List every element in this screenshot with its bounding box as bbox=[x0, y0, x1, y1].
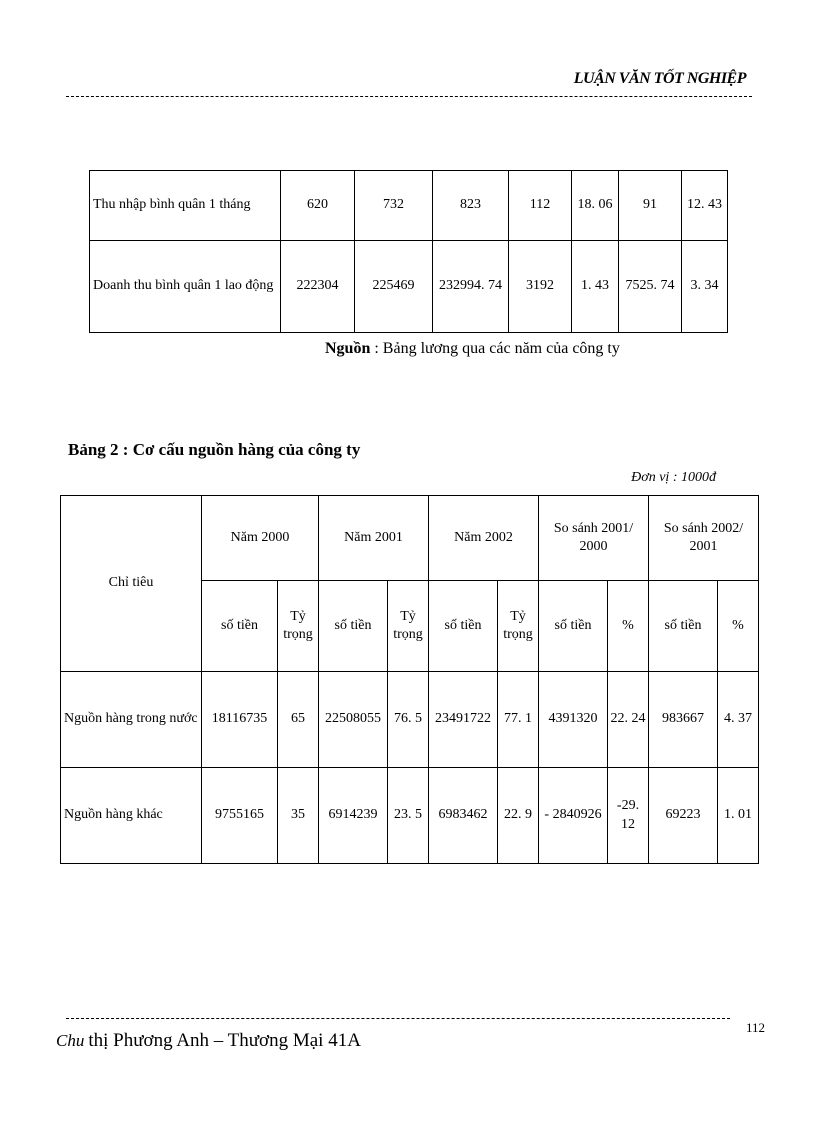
table-cell: 35 bbox=[278, 768, 319, 864]
table-cell: 4391320 bbox=[539, 672, 608, 768]
table-cell: 983667 bbox=[649, 672, 718, 768]
table-cell: - 2840926 bbox=[539, 768, 608, 864]
table-cell: 823 bbox=[433, 171, 509, 241]
table-cell: -29. 12 bbox=[608, 768, 649, 864]
table-cell: 620 bbox=[281, 171, 355, 241]
header-year-2001: Năm 2001 bbox=[319, 496, 429, 581]
table-cell: 232994. 74 bbox=[433, 241, 509, 333]
table-cell: 222304 bbox=[281, 241, 355, 333]
author-surname: Chu bbox=[56, 1031, 85, 1050]
table-cell: 732 bbox=[355, 171, 433, 241]
header-so-tien: số tiền bbox=[319, 581, 388, 672]
header-year-2000: Năm 2000 bbox=[202, 496, 319, 581]
table-cell: 69223 bbox=[649, 768, 718, 864]
header-ty-trong: Tỷ trọng bbox=[278, 581, 319, 672]
table-cell: 76. 5 bbox=[388, 672, 429, 768]
source-text: : Bảng lương qua các năm của công ty bbox=[370, 340, 620, 357]
goods-source-table bbox=[60, 495, 759, 864]
footer-author bbox=[56, 1030, 361, 1052]
table-cell: 6914239 bbox=[319, 768, 388, 864]
header-so-tien: số tiền bbox=[649, 581, 718, 672]
author-name-class: thị Phương Anh – Thương Mại 41A bbox=[88, 1030, 361, 1051]
table-cell: 112 bbox=[509, 171, 572, 241]
table-cell: 12. 43 bbox=[682, 171, 728, 241]
header-percent: % bbox=[718, 581, 759, 672]
table-cell: 6983462 bbox=[429, 768, 498, 864]
header-compare-2002: So sánh 2002/ 2001 bbox=[649, 496, 759, 581]
table-row bbox=[90, 171, 728, 241]
header-so-tien: số tiền bbox=[429, 581, 498, 672]
header-year-2002: Năm 2002 bbox=[429, 496, 539, 581]
table-row bbox=[90, 241, 728, 333]
table-cell: 18. 06 bbox=[572, 171, 619, 241]
table-cell: 1. 43 bbox=[572, 241, 619, 333]
header-ty-trong: Tỷ trọng bbox=[388, 581, 429, 672]
document-header-title: LUẬN VĂN TỐT NGHIỆP bbox=[573, 70, 746, 87]
row-label: Thu nhập bình quân 1 tháng bbox=[90, 171, 281, 241]
table-cell: 225469 bbox=[355, 241, 433, 333]
table-cell: 4. 37 bbox=[718, 672, 759, 768]
table-row bbox=[61, 672, 759, 768]
table-cell: 3192 bbox=[509, 241, 572, 333]
table-cell: 23491722 bbox=[429, 672, 498, 768]
header-so-tien: số tiền bbox=[202, 581, 278, 672]
header-chi-tieu: Chỉ tiêu bbox=[61, 496, 202, 672]
table-cell: 18116735 bbox=[202, 672, 278, 768]
row-label: Nguồn hàng trong nước bbox=[61, 672, 202, 768]
header-divider bbox=[66, 96, 752, 97]
header-compare-2001: So sánh 2001/ 2000 bbox=[539, 496, 649, 581]
table-cell: 9755165 bbox=[202, 768, 278, 864]
table-cell: 1. 01 bbox=[718, 768, 759, 864]
header-percent: % bbox=[608, 581, 649, 672]
table2-title: Bảng 2 : Cơ cấu nguồn hàng của công ty bbox=[68, 440, 361, 459]
table-cell: 23. 5 bbox=[388, 768, 429, 864]
table-header-row bbox=[61, 496, 759, 581]
table-cell: 65 bbox=[278, 672, 319, 768]
table-cell: 22. 24 bbox=[608, 672, 649, 768]
table-cell: 91 bbox=[619, 171, 682, 241]
table-cell: 3. 34 bbox=[682, 241, 728, 333]
footer-divider bbox=[66, 1018, 730, 1019]
page-number: 112 bbox=[746, 1020, 766, 1035]
table-cell: 22. 9 bbox=[498, 768, 539, 864]
table-cell: 7525. 74 bbox=[619, 241, 682, 333]
unit-label: Đơn vị : 1000đ bbox=[631, 470, 716, 485]
salary-table bbox=[89, 170, 728, 333]
header-ty-trong: Tỷ trọng bbox=[498, 581, 539, 672]
row-label: Doanh thu bình quân 1 lao động bbox=[90, 241, 281, 333]
source-label: Nguồn bbox=[325, 340, 371, 357]
table-cell: 22508055 bbox=[319, 672, 388, 768]
row-label: Nguồn hàng khác bbox=[61, 768, 202, 864]
source-note bbox=[325, 340, 620, 358]
header-so-tien: số tiền bbox=[539, 581, 608, 672]
table-row bbox=[61, 768, 759, 864]
table-cell: 77. 1 bbox=[498, 672, 539, 768]
